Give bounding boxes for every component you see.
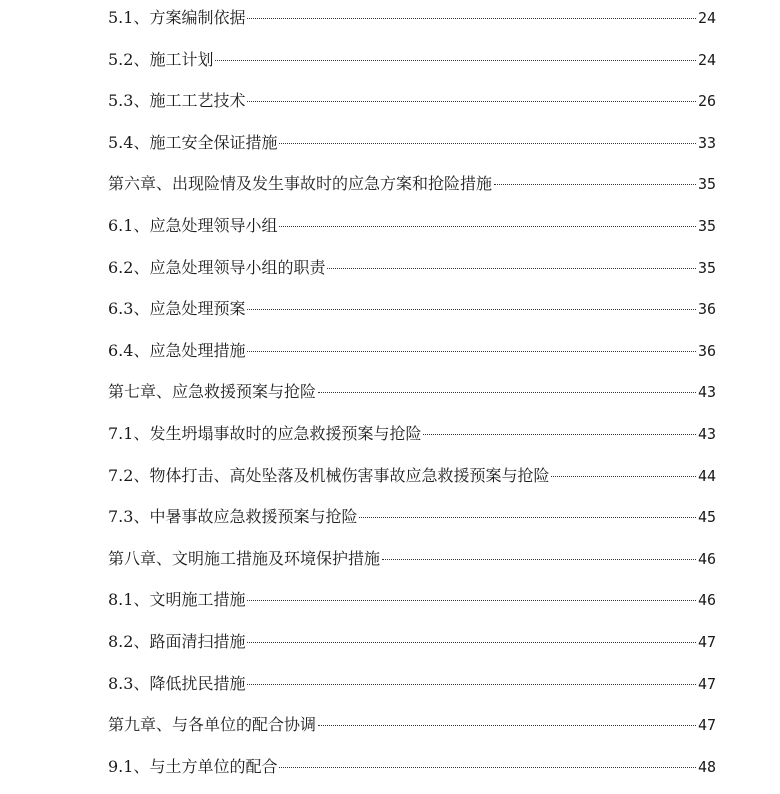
toc-entry[interactable] <box>108 250 716 292</box>
toc-entry[interactable] <box>108 582 716 624</box>
toc-entry-page-number: 35 <box>697 216 716 235</box>
toc-entry[interactable] <box>108 541 716 583</box>
toc-entry[interactable] <box>108 707 716 749</box>
toc-entry-label: 5.4、施工安全保证措施 <box>108 132 278 152</box>
toc-entry-page-number: 47 <box>697 716 716 735</box>
toc-dot-leader <box>359 517 695 518</box>
toc-entry-label: 8.3、降低扰民措施 <box>108 673 246 693</box>
toc-entry[interactable] <box>108 333 716 375</box>
toc-entry[interactable] <box>108 208 716 250</box>
toc-entry-label: 7.2、物体打击、高处坠落及机械伤害事故应急救援预案与抢险 <box>108 465 550 485</box>
toc-entry[interactable] <box>108 416 716 458</box>
toc-dot-leader <box>279 143 695 144</box>
toc-entry-label: 8.1、文明施工措施 <box>108 590 246 610</box>
toc-entry[interactable] <box>108 83 716 125</box>
toc-entry[interactable] <box>108 749 716 791</box>
toc-dot-leader <box>247 101 695 102</box>
toc-entry-label: 第九章、与各单位的配合协调 <box>108 715 317 735</box>
toc-entry[interactable] <box>108 125 716 167</box>
toc-dot-leader <box>247 351 695 352</box>
toc-dot-leader <box>279 767 695 768</box>
toc-entry-label: 5.1、方案编制依据 <box>108 8 246 27</box>
toc-entry-label: 5.3、施工工艺技术 <box>108 91 246 111</box>
toc-dot-leader <box>494 184 696 185</box>
toc-entry[interactable] <box>108 42 716 84</box>
toc-dot-leader <box>247 684 695 685</box>
toc-entry-page-number: 35 <box>697 258 716 277</box>
toc-entry-label: 5.2、施工计划 <box>108 49 214 69</box>
toc-entry-page-number: 24 <box>697 50 716 69</box>
toc-entry[interactable] <box>108 499 716 541</box>
toc-entry-label: 7.3、中暑事故应急救援预案与抢险 <box>108 507 358 527</box>
toc-entry-page-number: 26 <box>697 92 716 111</box>
table-of-contents <box>108 0 716 790</box>
toc-entry[interactable] <box>108 666 716 708</box>
toc-entry-page-number: 46 <box>697 591 716 610</box>
toc-dot-leader <box>247 309 695 310</box>
toc-entry-page-number: 33 <box>697 133 716 152</box>
toc-dot-leader <box>215 60 695 61</box>
toc-dot-leader <box>327 268 695 269</box>
toc-dot-leader <box>423 434 695 435</box>
toc-entry-label: 6.4、应急处理措施 <box>108 340 246 360</box>
toc-entry-label: 6.3、应急处理预案 <box>108 299 246 319</box>
toc-dot-leader <box>247 642 695 643</box>
toc-entry-page-number: 47 <box>697 674 716 693</box>
toc-entry[interactable] <box>108 0 716 42</box>
toc-entry-label: 9.1、与土方单位的配合 <box>108 756 278 776</box>
toc-dot-leader <box>247 18 695 19</box>
toc-entry-label: 第六章、出现险情及发生事故时的应急方案和抢险措施 <box>108 174 493 194</box>
toc-entry-page-number: 36 <box>697 300 716 319</box>
toc-entry-label: 7.1、发生坍塌事故时的应急救援预案与抢险 <box>108 423 422 443</box>
toc-entry-label: 第八章、文明施工措施及环境保护措施 <box>108 548 381 568</box>
toc-entry-page-number: 46 <box>697 549 716 568</box>
toc-entry-label: 第七章、应急救援预案与抢险 <box>108 382 317 402</box>
toc-entry-page-number: 24 <box>697 9 716 27</box>
toc-entry[interactable] <box>108 166 716 208</box>
toc-entry-page-number: 35 <box>697 175 716 194</box>
toc-dot-leader <box>382 559 696 560</box>
toc-entry[interactable] <box>108 458 716 500</box>
toc-entry-label: 8.2、路面清扫措施 <box>108 631 246 651</box>
toc-dot-leader <box>318 392 696 393</box>
toc-entry-page-number: 44 <box>697 466 716 485</box>
toc-entry[interactable] <box>108 374 716 416</box>
toc-entry-page-number: 48 <box>697 757 716 776</box>
toc-dot-leader <box>551 476 695 477</box>
toc-entry-page-number: 36 <box>697 341 716 360</box>
toc-entry-page-number: 45 <box>697 508 716 527</box>
toc-entry-page-number: 43 <box>697 424 716 443</box>
toc-dot-leader <box>247 600 695 601</box>
toc-entry-page-number: 43 <box>697 383 716 402</box>
toc-entry[interactable] <box>108 291 716 333</box>
toc-dot-leader <box>318 725 696 726</box>
toc-entry[interactable] <box>108 624 716 666</box>
toc-entry-page-number: 47 <box>697 632 716 651</box>
toc-entry-label: 6.1、应急处理领导小组 <box>108 215 278 235</box>
toc-entry-label: 6.2、应急处理领导小组的职责 <box>108 257 326 277</box>
toc-dot-leader <box>279 226 695 227</box>
